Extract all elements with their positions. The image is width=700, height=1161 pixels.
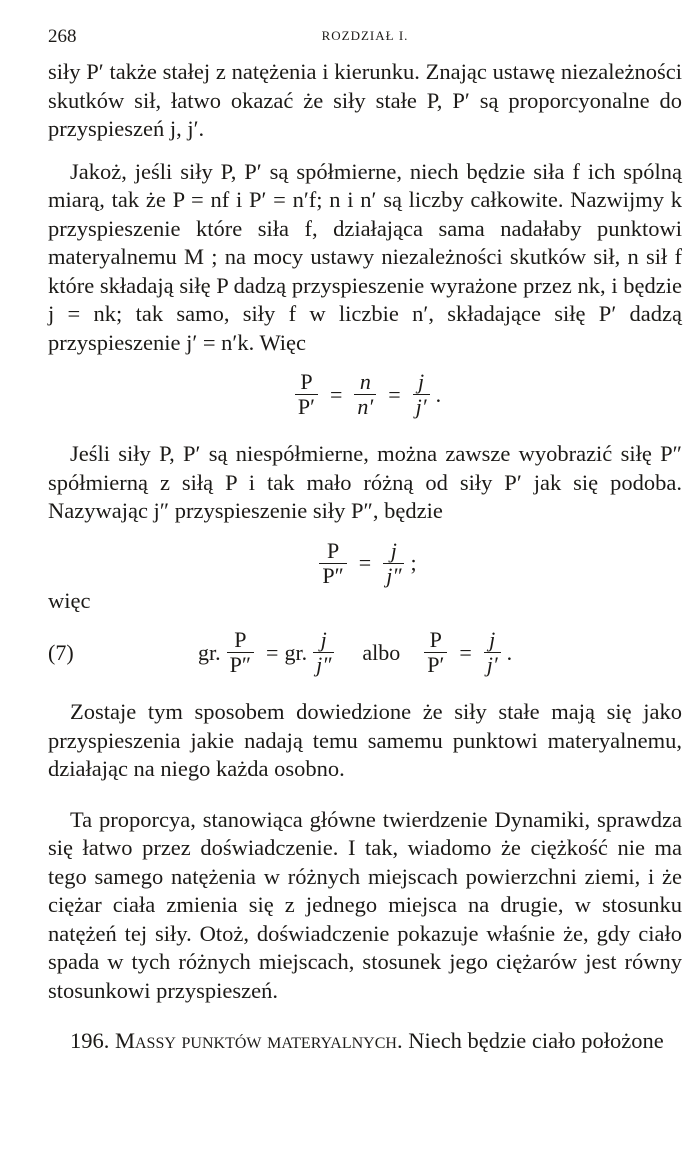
eq3-num-3: P — [429, 627, 442, 652]
paragraph-2: Jakoż, jeśli siły P, P′ są spółmierne, niech będzie siła f ich spólną miarą, tak że P = nf i P′ = n′f; n i n′ są liczby całkowite. Nazwijmy k przyspieszenie które siła f, działająca sama nadałaby punktowi materyalnemu M ; na mocy ustawy niezależności skutków sił, n sił f które składają siłę P dadzą przyspieszenie wyrażone przez nk, i będzie j = nk; tak samo, siły f w liczbie n′, składające siłę P′ dadzą przyspieszenie j′ = n′k. Więc — [48, 158, 682, 355]
eq1-num-1: P — [300, 369, 313, 394]
eq3-den-2: j″ — [313, 652, 334, 676]
eq3-den-1: P″ — [227, 652, 254, 676]
eq3-albo: albo — [362, 639, 401, 665]
eq3-gr-2: gr. — [284, 639, 308, 665]
eq3-period: . — [506, 639, 513, 665]
equation-7-label: (7) — [48, 639, 74, 665]
equation-7 — [48, 629, 682, 676]
paragraph-3-end: więc — [48, 587, 91, 613]
eq2-num-1: P — [326, 537, 340, 563]
section-196 — [48, 1027, 682, 1056]
paragraph-1: siły P′ także stałej z natężenia i kierunku. Znając ustawę niezależności skutków sił, łatwo okazać że siły stałe P, P′ są proporcyonalne do przyspieszeń j, j′. — [48, 59, 682, 141]
eq3-equals-1: = — [266, 639, 279, 665]
running-header — [48, 24, 682, 58]
eq3-num-4: j — [489, 627, 496, 652]
eq2-num-2: j — [390, 537, 397, 563]
eq2-den-2: j″ — [383, 563, 404, 587]
eq3-den-4: j′ — [484, 652, 501, 676]
chapter-title: ROZDZIAŁ I. — [321, 28, 409, 43]
eq1-num-3: j — [418, 369, 425, 394]
eq1-den-2: n′ — [354, 394, 376, 418]
eq3-gr-1: gr. — [198, 639, 221, 665]
section-196-number: 196. — [70, 1028, 110, 1053]
paragraph-5: Ta proporcya, stanowiąca główne twierdzenie Dynamiki, sprawdza się łatwo przez doświadczenie. I tak, wiadomo że ciężkość nie ma tego samego natężenia w różnych miejscach powierzchni ziemi, i że ciężar ciała zmienia się z jednego miejsca na drugie, w stosunku natężeń tej siły. Otoż, doświadczenie pokazuje właśnie że, gdy ciało spada w tych różnych miejscach, stosunek jego ciężarów jest równy stosunkowi przyspieszeń. — [48, 806, 682, 1003]
eq1-den-3: j′ — [413, 394, 430, 418]
eq1-equals-1: = — [329, 381, 343, 407]
eq1-equals-2: = — [388, 381, 401, 407]
paragraph-3: Jeśli siły P, P′ są niespółmierne, można zawsze wyobrazić siłę P″ spółmierną z siłą P i tak mało różną od siły P′ jak się podoba. Nazywając j″ przyspieszenie siły P″, będzie — [48, 441, 682, 523]
eq2-equals: = — [358, 550, 372, 575]
section-196-text: Niech będzie ciało położone — [408, 1028, 664, 1053]
eq2-semicolon: ; — [410, 550, 417, 575]
eq1-num-2: n — [359, 369, 371, 394]
page-number: 268 — [48, 26, 77, 47]
eq3-num-2: j — [320, 627, 327, 652]
eq3-den-3: P′ — [424, 652, 447, 676]
eq2-den-1: P″ — [319, 563, 346, 587]
eq3-num-1: P — [234, 627, 247, 652]
eq1-den-1: P′ — [295, 394, 318, 418]
eq1-period: . — [435, 381, 442, 407]
section-196-title: Massy punktów materyalnych. — [115, 1028, 403, 1053]
paragraph-4: Zostaje tym sposobem dowiedzione że siły stałe mają się jako przyspieszenia jakie nadają temu samemu punktowi materyalnemu, działając na niego każda osobno. — [48, 699, 682, 781]
eq3-equals-2: = — [459, 639, 472, 665]
equation-1 — [48, 371, 682, 418]
equation-2 — [48, 537, 682, 588]
